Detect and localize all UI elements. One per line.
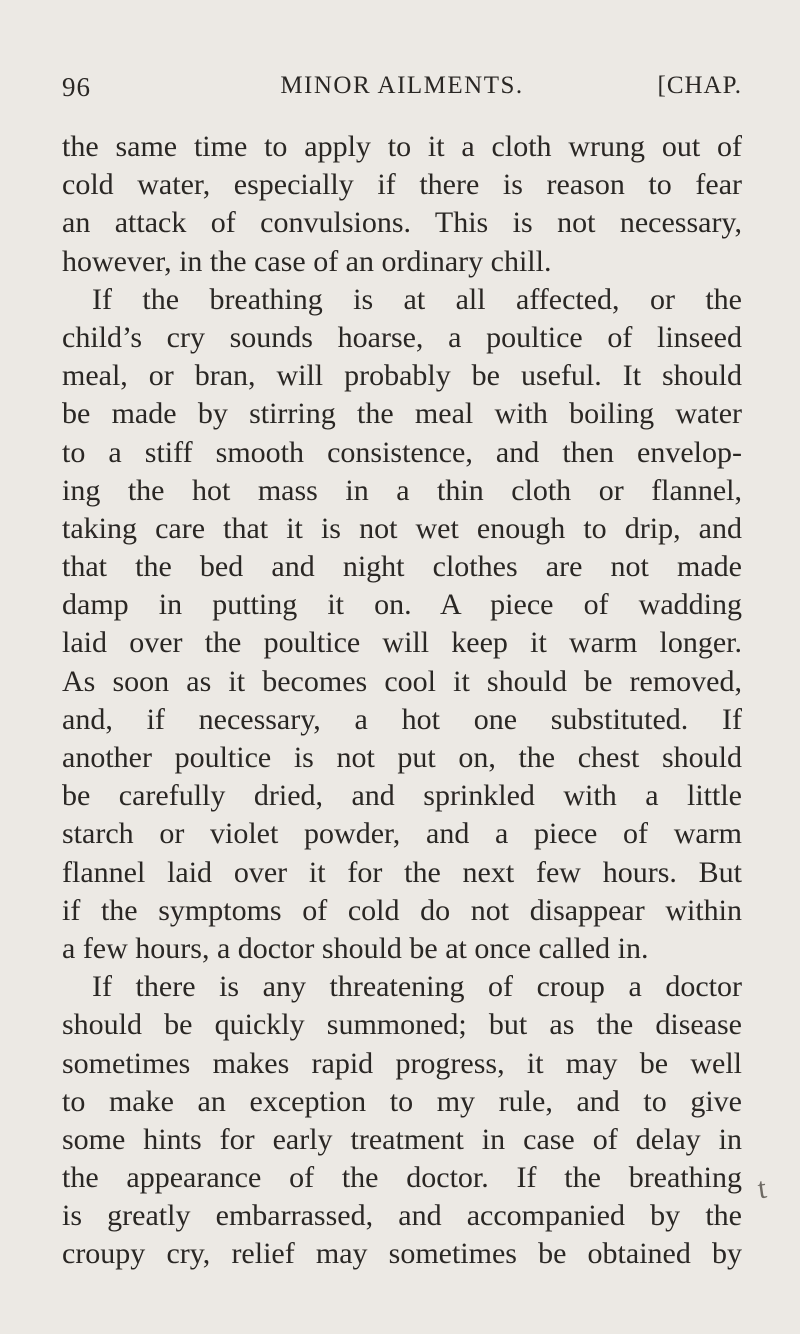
text-line: be carefully dried, and sprinkled with a little xyxy=(62,779,742,813)
text-line: however, in the case of an ordinary chill. xyxy=(62,244,552,278)
text-line: flannel laid over it for the next few hours. But xyxy=(62,855,742,889)
text-line: If there is any threatening of croup a doctor xyxy=(92,970,742,1004)
text-line: the appearance of the doctor. If the breathing xyxy=(62,1161,742,1195)
text-line: if the symptoms of cold do not disappear within xyxy=(62,893,742,927)
running-head xyxy=(62,72,742,108)
text-line: As soon as it becomes cool it should be removed, xyxy=(62,664,742,698)
text-line: an attack of convulsions. This is not necessary, xyxy=(62,206,742,240)
text-line: to a stiff smooth consistence, and then envelop- xyxy=(62,435,742,469)
text-line: some hints for early treatment in case of delay in xyxy=(62,1122,742,1156)
text-line: damp in putting it on. A piece of wadding xyxy=(62,588,742,622)
text-line: taking care that it is not wet enough to drip, and xyxy=(62,511,742,545)
text-line: cold water, especially if there is reason to fear xyxy=(62,168,742,202)
chapter-title: MINOR AILMENTS. xyxy=(280,72,524,99)
text-line: to make an exception to my rule, and to give xyxy=(62,1084,742,1118)
text-line: that the bed and night clothes are not made xyxy=(62,550,742,584)
text-line: a few hours, a doctor should be at once called in. xyxy=(62,931,649,965)
text-line: and, if necessary, a hot one substituted. If xyxy=(62,702,742,736)
text-line: child’s cry sounds hoarse, a poultice of linseed xyxy=(62,320,742,354)
text-line: croupy cry, relief may sometimes be obtained by xyxy=(62,1237,742,1271)
text-line: meal, or bran, will probably be useful. It should xyxy=(62,359,742,393)
text-line: the same time to apply to it a cloth wrung out of xyxy=(62,130,742,163)
text-line: laid over the poultice will keep it warm longer. xyxy=(62,626,742,660)
text-line: should be quickly summoned; but as the disease xyxy=(62,1008,742,1042)
text-line: sometimes makes rapid progress, it may be well xyxy=(62,1046,742,1080)
text-line: be made by stirring the meal with boiling water xyxy=(62,397,742,431)
text-line: starch or violet powder, and a piece of warm xyxy=(62,817,742,851)
text-line: ing the hot mass in a thin cloth or flannel, xyxy=(62,473,742,507)
text-line: is greatly embarrassed, and accompanied by the xyxy=(62,1199,742,1233)
text-line: another poultice is not put on, the chest should xyxy=(62,741,742,774)
stray-ink-mark: t xyxy=(755,1171,769,1206)
text-line: If the breathing is at all affected, or the xyxy=(92,282,742,316)
body-text xyxy=(62,128,742,1274)
chapter-label: [CHAP. xyxy=(657,72,742,99)
page-number: 96 xyxy=(62,72,91,102)
